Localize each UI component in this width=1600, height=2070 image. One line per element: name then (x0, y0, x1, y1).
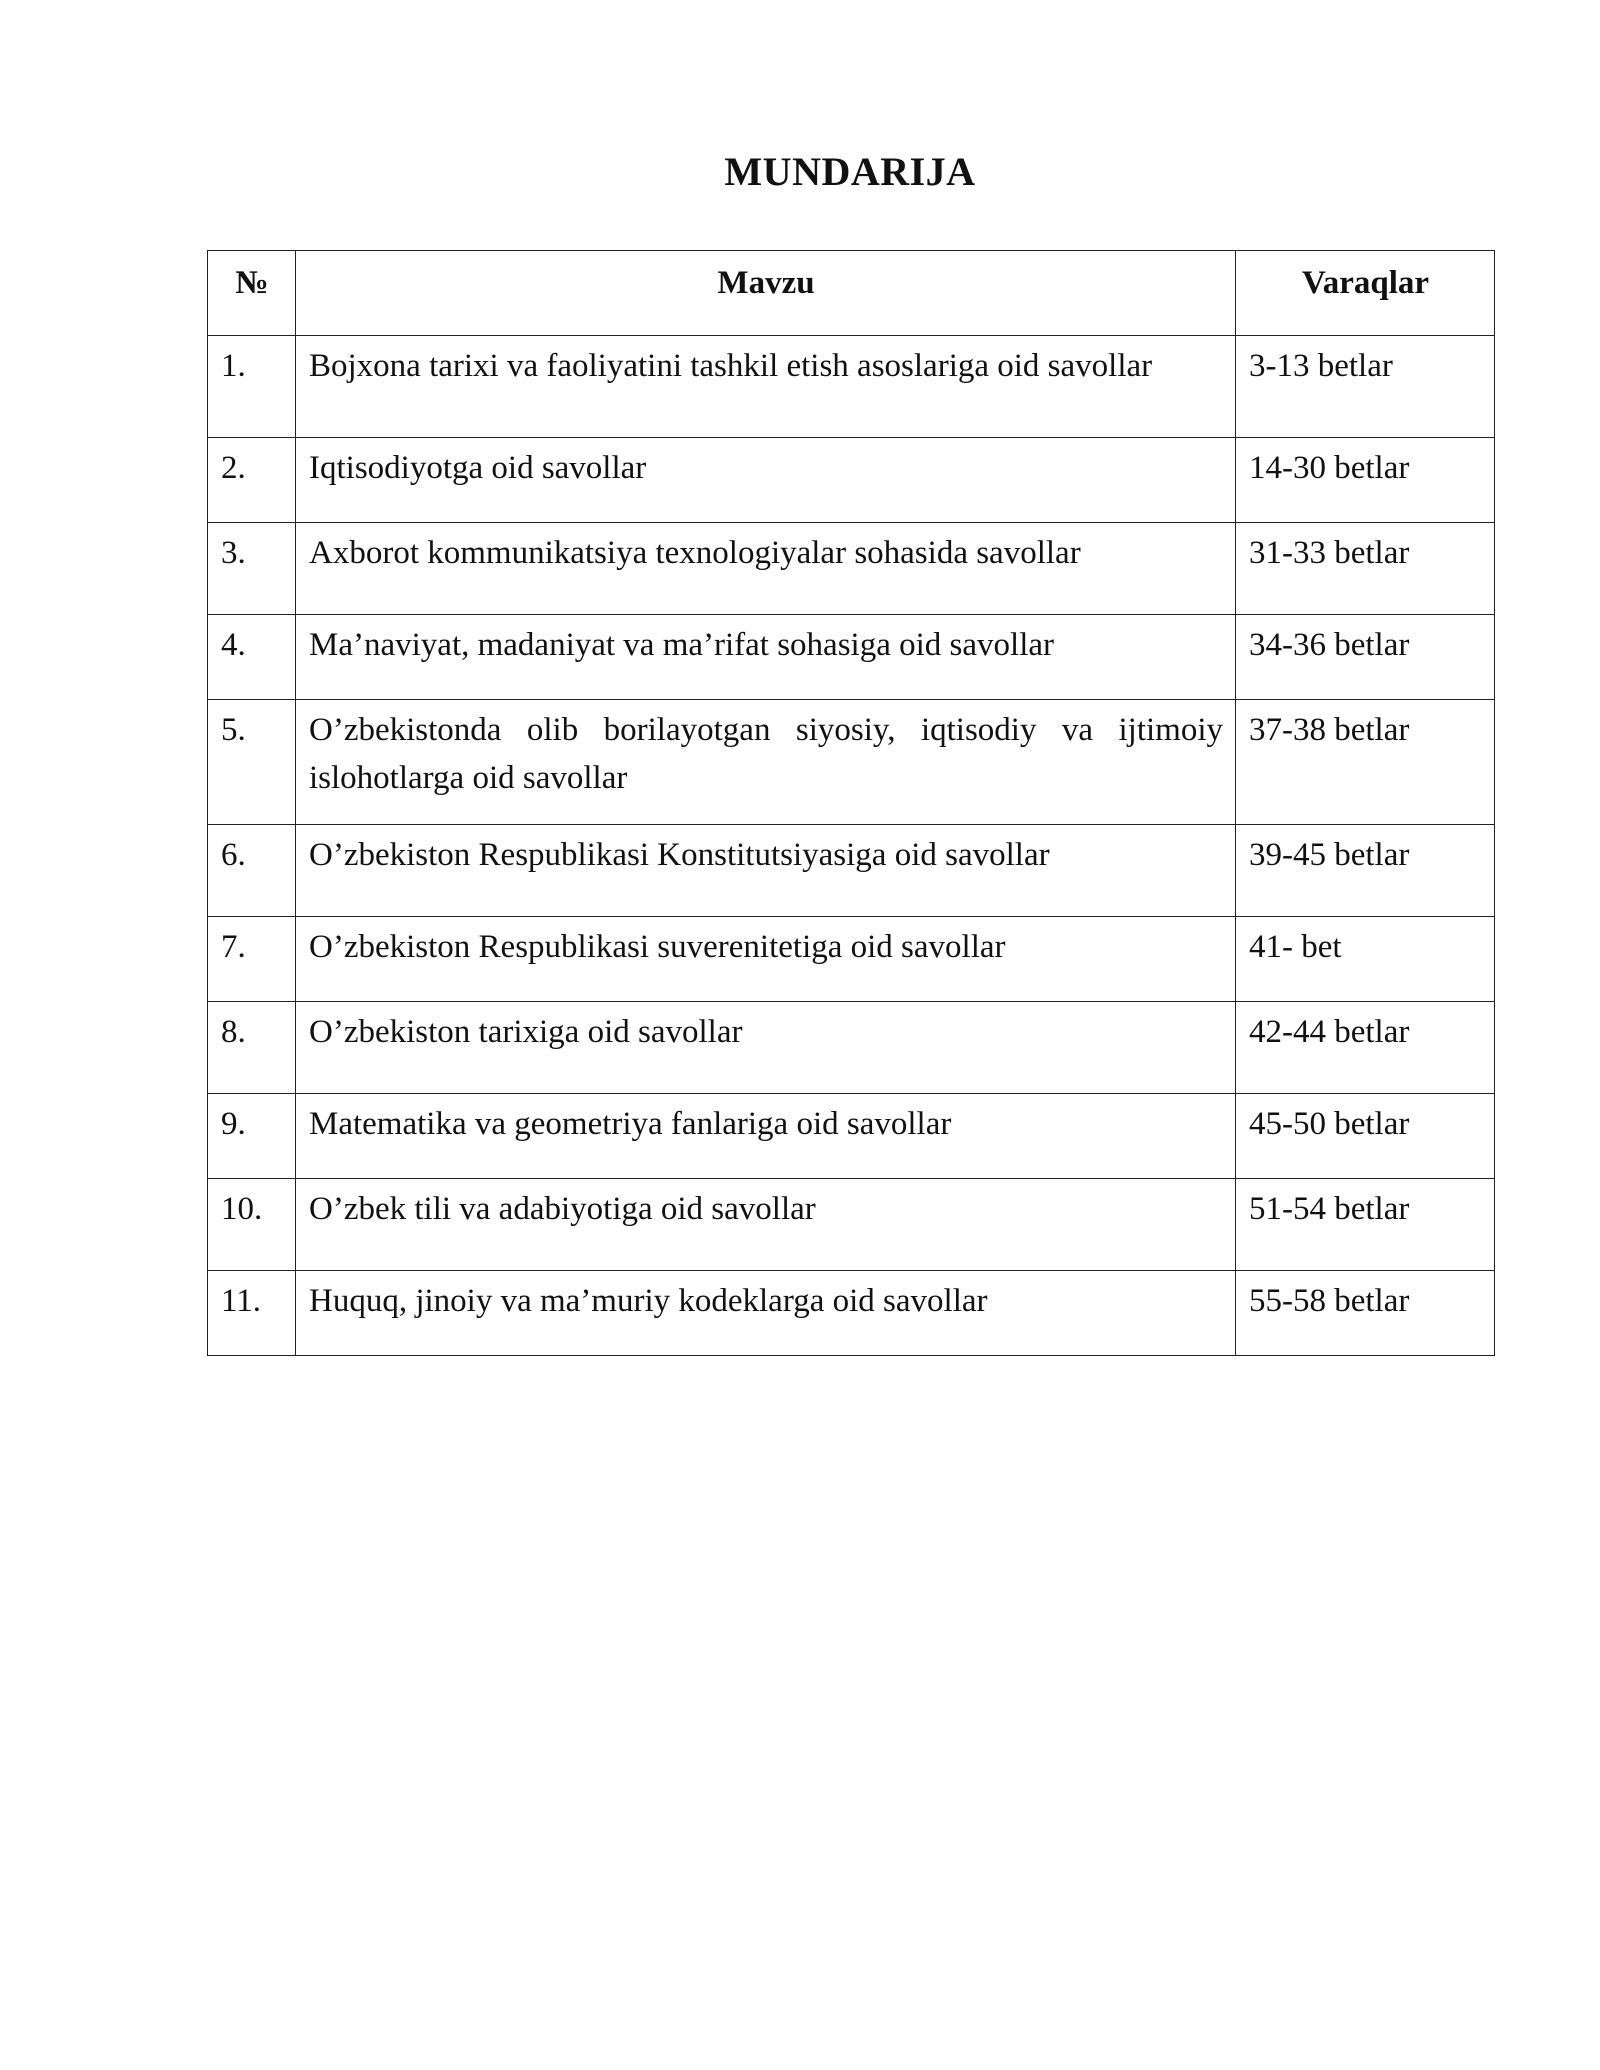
row-topic: Ma’naviyat, madaniyat va ma’rifat sohasiga oid savollar (296, 615, 1236, 700)
row-number: 11. (208, 1271, 296, 1356)
row-pages: 3-13 betlar (1236, 336, 1495, 438)
row-pages: 51-54 betlar (1236, 1179, 1495, 1271)
row-pages: 14-30 betlar (1236, 438, 1495, 523)
row-pages: 34-36 betlar (1236, 615, 1495, 700)
row-number: 10. (208, 1179, 296, 1271)
row-pages: 42-44 betlar (1236, 1002, 1495, 1094)
row-number: 8. (208, 1002, 296, 1094)
row-number: 7. (208, 917, 296, 1002)
table-row (208, 917, 1495, 1002)
row-topic: O’zbekiston Respublikasi suverenitetiga oid savollar (296, 917, 1236, 1002)
row-pages: 45-50 betlar (1236, 1094, 1495, 1179)
row-topic: O’zbek tili va adabiyotiga oid savollar (296, 1179, 1236, 1271)
contents-table (207, 250, 1495, 1356)
row-topic: O’zbekiston tarixiga oid savollar (296, 1002, 1236, 1094)
row-pages: 31-33 betlar (1236, 523, 1495, 615)
header-pages: Varaqlar (1236, 251, 1495, 336)
table-row (208, 1271, 1495, 1356)
row-number: 1. (208, 336, 296, 438)
table-row (208, 1002, 1495, 1094)
row-topic: Huquq, jinoiy va ma’muriy kodeklarga oid savollar (296, 1271, 1236, 1356)
table-row (208, 825, 1495, 917)
row-topic: Bojxona tarixi va faoliyatini tashkil etish asoslariga oid savollar (296, 336, 1236, 438)
row-number: 2. (208, 438, 296, 523)
row-number: 3. (208, 523, 296, 615)
row-number: 6. (208, 825, 296, 917)
table-row (208, 523, 1495, 615)
header-number: № (208, 251, 296, 336)
row-topic: O’zbekiston Respublikasi Konstitutsiyasiga oid savollar (296, 825, 1236, 917)
row-pages: 37-38 betlar (1236, 700, 1495, 825)
row-topic: Axborot kommunikatsiya texnologiyalar sohasida savollar (296, 523, 1236, 615)
row-pages: 39-45 betlar (1236, 825, 1495, 917)
table-header-row (208, 251, 1495, 336)
page-title: MUNDARIJA (724, 149, 976, 194)
row-topic: Matematika va geometriya fanlariga oid savollar (296, 1094, 1236, 1179)
row-topic: Iqtisodiyotga oid savollar (296, 438, 1236, 523)
header-topic: Mavzu (296, 251, 1236, 336)
table-row (208, 1094, 1495, 1179)
row-pages: 55-58 betlar (1236, 1271, 1495, 1356)
row-pages: 41- bet (1236, 917, 1495, 1002)
table-row (208, 336, 1495, 438)
table-row (208, 700, 1495, 825)
row-number: 5. (208, 700, 296, 825)
row-number: 4. (208, 615, 296, 700)
table-row (208, 438, 1495, 523)
row-number: 9. (208, 1094, 296, 1179)
table-row (208, 1179, 1495, 1271)
table-row (208, 615, 1495, 700)
row-topic: O’zbekistonda olib borilayotgan siyosiy, iqtisodiy va ijtimoiy islohotlarga oid savollar (296, 700, 1236, 825)
